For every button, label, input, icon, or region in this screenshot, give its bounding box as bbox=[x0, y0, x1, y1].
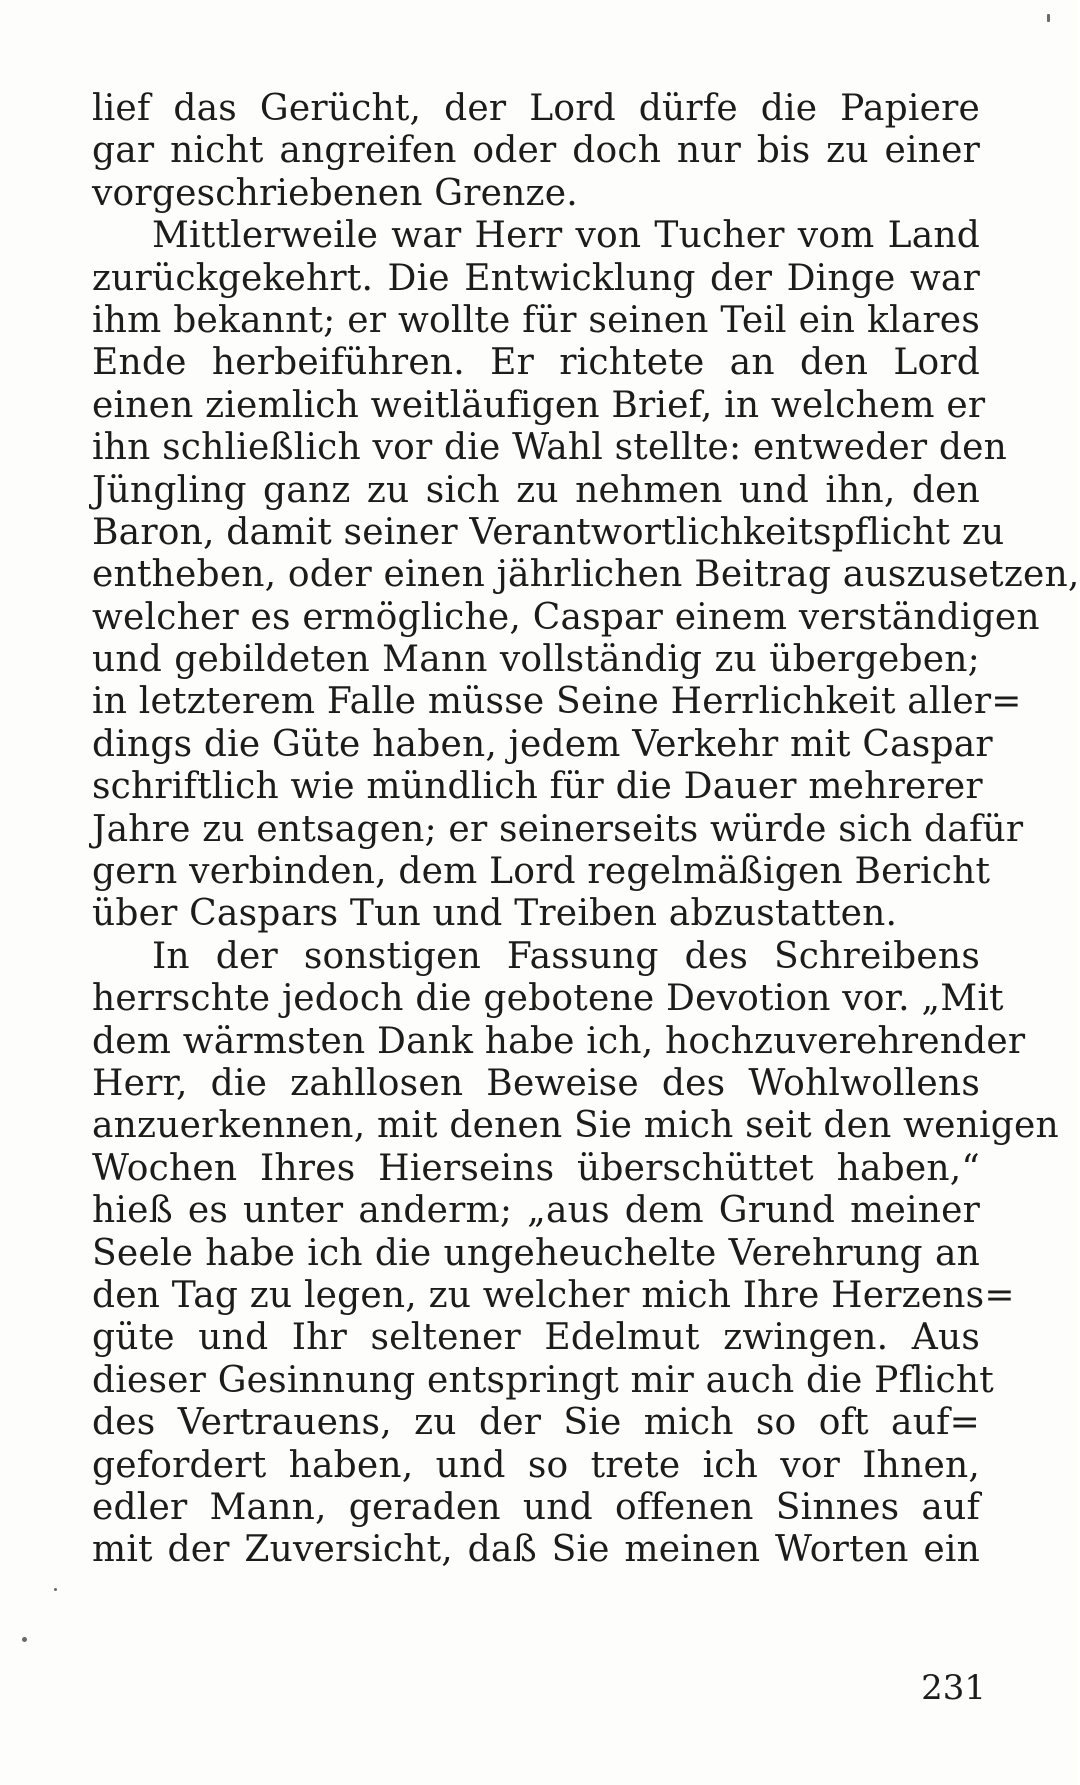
text-line: über Caspars Tun und Treiben abzustatten. bbox=[92, 893, 898, 935]
text-line: herrschte jedoch die gebotene Devotion vor. „Mit bbox=[92, 978, 1004, 1020]
text-line: und gebildeten Mann vollständig zu übergeben; bbox=[92, 639, 980, 681]
text-line: Jahre zu entsagen; er seinerseits würde sich dafür bbox=[92, 808, 1024, 850]
print-speck bbox=[1047, 14, 1050, 22]
text-line: Ende herbeiführen. Er richtete an den Lord bbox=[92, 342, 980, 384]
text-line: In der sonstigen Fassung des Schreibens bbox=[152, 935, 980, 977]
text-line: ihm bekannt; er wollte für seinen Teil ein klares bbox=[92, 299, 980, 341]
print-speck bbox=[54, 1588, 57, 1591]
text-line: dieser Gesinnung entspringt mir auch die Pflicht bbox=[92, 1359, 994, 1401]
text-line: einen ziemlich weitläufigen Brief, in welchem er bbox=[92, 384, 986, 426]
text-line: entheben, oder einen jährlichen Beitrag auszusetzen, bbox=[92, 554, 1080, 596]
text-line: güte und Ihr seltener Edelmut zwingen. Aus bbox=[92, 1317, 980, 1359]
text-line: Herr, die zahllosen Beweise des Wohlwollens bbox=[92, 1062, 980, 1104]
text-line: mit der Zuversicht, daß Sie meinen Worten ein bbox=[92, 1529, 980, 1571]
text-line: Jüngling ganz zu sich zu nehmen und ihn, den bbox=[92, 469, 980, 511]
text-line: des Vertrauens, zu der Sie mich so oft auf= bbox=[92, 1402, 980, 1444]
text-line: anzuerkennen, mit denen Sie mich seit den wenigen bbox=[92, 1105, 1059, 1147]
text-line: dings die Güte haben, jedem Verkehr mit Caspar bbox=[92, 723, 993, 765]
text-line: edler Mann, geraden und offenen Sinnes auf bbox=[92, 1486, 980, 1528]
text-line: gefordert haben, und so trete ich vor Ihnen, bbox=[92, 1444, 980, 1486]
text-line: hieß es unter anderm; „aus dem Grund meiner bbox=[92, 1190, 980, 1232]
text-line: vorgeschriebenen Grenze. bbox=[92, 172, 578, 214]
text-line: zurückgekehrt. Die Entwicklung der Dinge war bbox=[92, 257, 980, 299]
text-line: gern verbinden, dem Lord regelmäßigen Bericht bbox=[92, 851, 991, 893]
page-number: 231 bbox=[921, 1668, 986, 1708]
text-line: gar nicht angreifen oder doch nur bis zu einer bbox=[92, 130, 980, 172]
text-line: Baron, damit seiner Verantwortlichkeitspflicht zu bbox=[92, 511, 1005, 553]
text-line: Seele habe ich die ungeheuchelte Verehrung an bbox=[92, 1232, 980, 1274]
text-line: lief das Gerücht, der Lord dürfe die Papiere bbox=[92, 88, 980, 129]
text-line: ihn schließlich vor die Wahl stellte: entweder den bbox=[92, 427, 1008, 469]
body-text bbox=[92, 88, 1080, 1572]
text-line: dem wärmsten Dank habe ich, hochzuverehrender bbox=[92, 1020, 1026, 1062]
text-line: welcher es ermögliche, Caspar einem verständigen bbox=[92, 596, 1040, 638]
text-line: den Tag zu legen, zu welcher mich Ihre Herzens= bbox=[92, 1274, 1015, 1316]
text-line: Wochen Ihres Hierseins überschüttet haben,“ bbox=[92, 1147, 980, 1189]
text-line: Mittlerweile war Herr von Tucher vom Land bbox=[152, 215, 980, 257]
text-line: in letzterem Falle müsse Seine Herrlichkeit aller= bbox=[92, 681, 1022, 723]
text-line: schriftlich wie mündlich für die Dauer mehrerer bbox=[92, 766, 983, 808]
print-speck bbox=[22, 1637, 27, 1642]
